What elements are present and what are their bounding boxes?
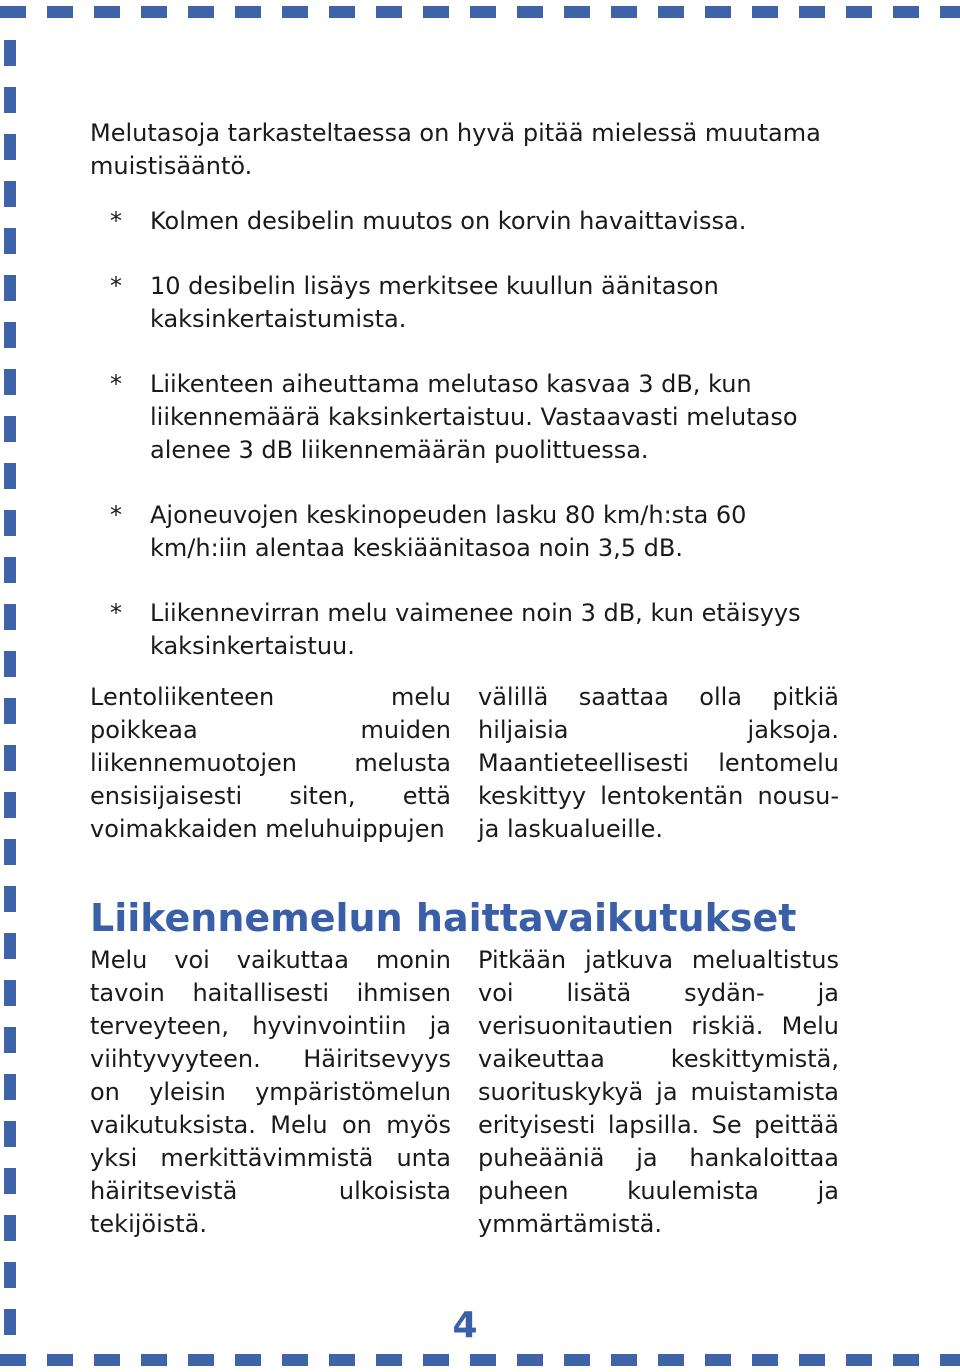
- list-item: [90, 270, 830, 336]
- asterisk-bullet-icon: *: [110, 501, 122, 529]
- list-item-text: Liikennevirran melu vaimenee noin 3 dB, kun etäisyys kaksinkertaistuu.: [150, 599, 801, 660]
- list-item-text: Liikenteen aiheuttama melutaso kasvaa 3 dB, kun liikennemäärä kaksinkertaistuu. Vastaavasti melutaso alenee 3 dB liikennemäärän puolittuessa.: [150, 370, 798, 464]
- list-item-text: 10 desibelin lisäys merkitsee kuullun äänitason kaksinkertaistumista.: [150, 272, 719, 333]
- rules-list: [90, 205, 840, 663]
- aircraft-noise-column-2: välillä saattaa olla pitkiä hiljaisia jaksoja. Maantieteellisesti lentomelu keskittyy lentokentän nousu- ja laskualueille.: [478, 683, 839, 843]
- effects-columns: [90, 944, 840, 1241]
- asterisk-bullet-icon: *: [110, 272, 122, 300]
- effects-column-2: Pitkään jatkuva melualtistus voi lisätä sydän- ja verisuonitautien riskiä. Melu vaikeuttaa keskittymistä, suorituskykyä ja muistamista erityisesti lapsilla. Se peittää puheääniä ja hankaloittaa puheen kuulemista ja ymmärtämistä.: [478, 946, 839, 1238]
- list-item: [90, 205, 830, 238]
- dashed-border-bottom: [0, 1354, 960, 1366]
- dashed-border-top: [0, 6, 960, 18]
- page-content: [90, 117, 840, 1241]
- section-heading: Liikennemelun haittavaikutukset: [90, 896, 797, 940]
- list-item-text: Kolmen desibelin muutos on korvin havaittavissa.: [150, 207, 747, 235]
- list-item: [90, 499, 830, 565]
- list-item-text: Ajoneuvojen keskinopeuden lasku 80 km/h:sta 60 km/h:iin alentaa keskiäänitasoa noin 3,5 dB.: [150, 501, 747, 562]
- page-number: 4: [452, 1305, 478, 1346]
- asterisk-bullet-icon: *: [110, 370, 122, 398]
- asterisk-bullet-icon: *: [110, 599, 122, 627]
- dashed-border-left: [4, 40, 16, 1340]
- list-item: [90, 597, 830, 663]
- asterisk-bullet-icon: *: [110, 207, 122, 235]
- intro-paragraph: Melutasoja tarkasteltaessa on hyvä pitää mielessä muutama muistisääntö.: [90, 119, 821, 180]
- effects-column-1: Melu voi vaikuttaa monin tavoin haitallisesti ihmisen terveyteen, hyvinvointiin ja viihtyvyyteen. Häiritsevyys on yleisin ympäristömelun vaikutuksista. Melu on myös yksi merkittävimmistä unta häiritsevistä ulkoisista tekijöistä.: [90, 946, 451, 1238]
- aircraft-noise-columns: [90, 681, 840, 846]
- aircraft-noise-column-1: Lentoliikenteen melu poikkeaa muiden liikennemuotojen melusta ensisijaisesti siten, että voimakkaiden meluhuippujen: [90, 683, 451, 843]
- list-item: [90, 368, 830, 467]
